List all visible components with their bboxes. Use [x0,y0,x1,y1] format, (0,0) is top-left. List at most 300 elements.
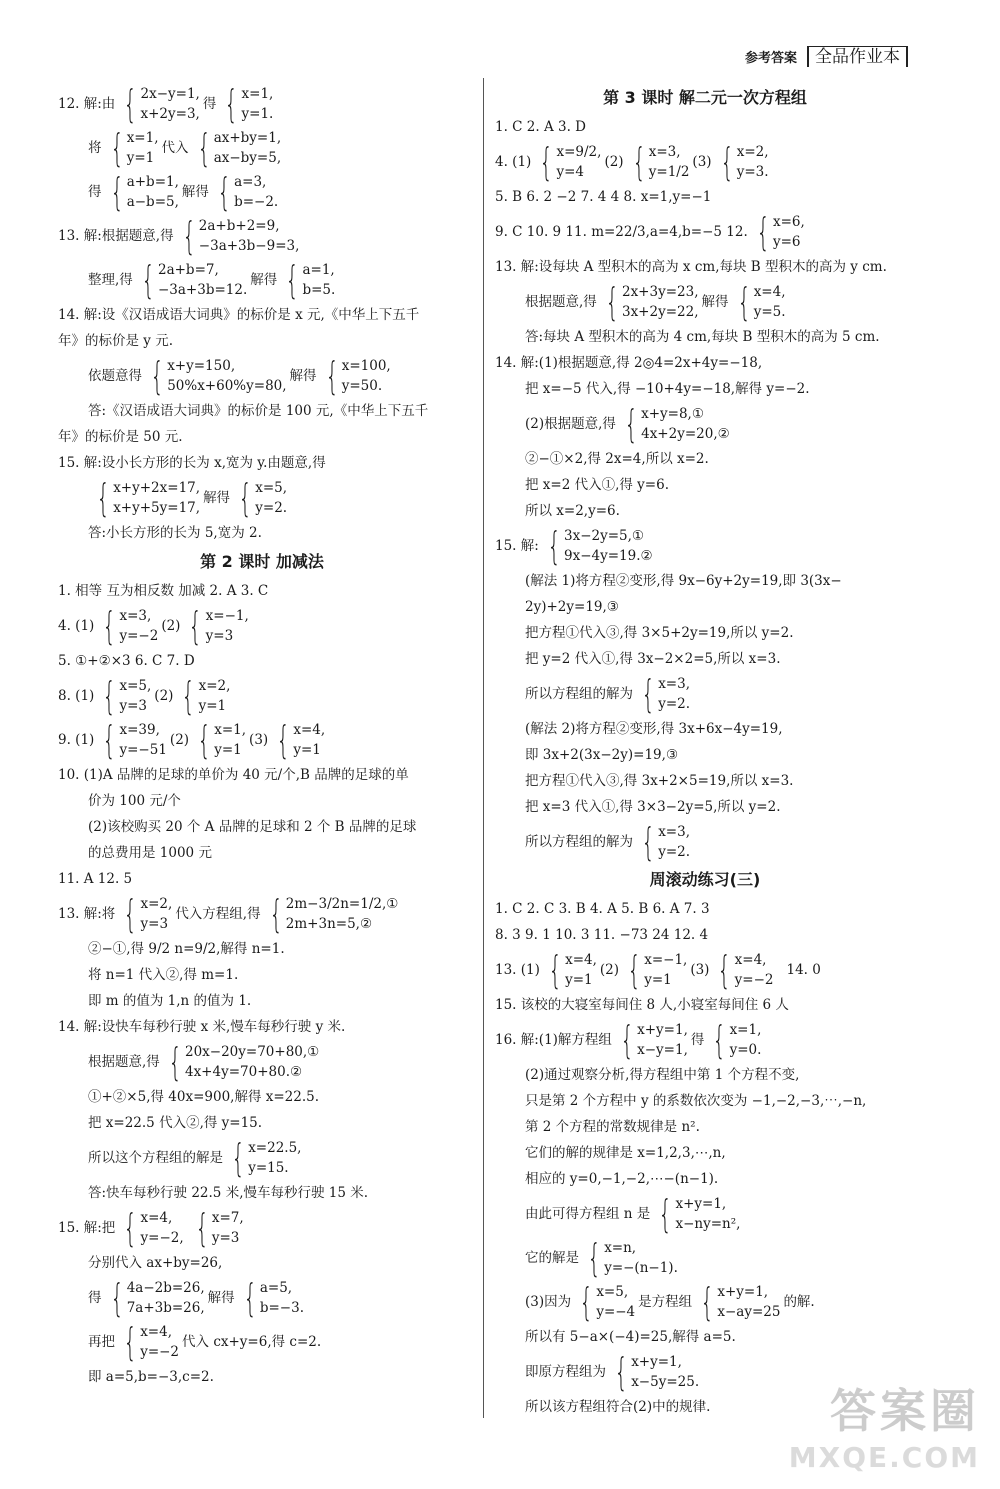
answer-text: 解得 [289,368,317,384]
answer-text: 年》的标价是 50 元. [58,429,183,445]
equation-row: x−y=1, [637,1042,688,1058]
answer-text: (3) [692,154,712,170]
answer-line [495,184,915,210]
equation-row: 4a−2b=26, [126,1280,205,1296]
answer-text: (2)该校购买 20 个 A 品牌的足球和 2 个 B 品牌的足球 [88,819,417,835]
answer-line [58,1110,466,1136]
answer-line [58,840,466,866]
equation-row: x=4, [734,952,767,968]
brace-symbol: { [324,354,339,398]
answer-text: 1. C 2. C 3. B 4. A 5. B 6. A 7. 3 [495,901,710,917]
equation-row: y=1/2 [648,164,690,180]
brace-symbol: { [188,604,203,648]
answer-text: 14. 解:设快车每秒行驶 x 米,慢车每秒行驶 y 米. [58,1019,346,1035]
answer-text: (3)因为 [525,1294,572,1310]
equation-row: a+b=1, [126,174,179,190]
brace-symbol: { [96,476,110,520]
brace-symbol: { [285,258,300,302]
brace-symbol: { [548,948,562,992]
answer-text: 把方程①代入③,得 3×5+2y=19,所以 y=2. [525,625,794,641]
equation-row: −3a+3b=12. [157,282,248,298]
answer-line [495,620,915,646]
equation-row: 2a+b=7, [157,262,219,278]
equation-row: y=−2 [119,628,159,644]
equation-row: y=1 [214,742,242,758]
equation-row: y=50. [341,378,383,394]
answer-line [58,578,466,604]
equation-row: y=1 [126,150,155,166]
equation-row: y=0. [729,1042,762,1058]
header-ref: 参考答案 [744,51,797,66]
answer-text: 价为 100 元/个 [88,793,181,809]
answer-text: 把 x=22.5 代入②,得 y=15. [88,1115,263,1131]
answer-line [495,1140,915,1166]
equation-system [543,950,597,990]
equation-system [707,1020,761,1060]
answer-line [58,1320,466,1364]
brace-symbol: { [700,1280,714,1324]
brace-symbol: { [123,1206,138,1250]
equation-row: y=6 [772,234,801,250]
equation-system [176,676,230,716]
answer-line [58,814,466,840]
equation-system [118,894,172,934]
answer-line [495,324,915,350]
equation-system [97,676,151,716]
equation-row: x+y=1, [717,1284,769,1300]
equation-row: a−b=5, [126,194,179,210]
answer-text: 得 [690,1032,705,1048]
brace-symbol: { [197,718,211,762]
brace-symbol: { [243,1276,257,1320]
answer-line [495,140,915,184]
answer-text: 5. ①+②×3 6. C 7. D [58,653,195,669]
equation-row: x=1, [126,130,159,146]
answer-line [495,376,915,402]
answer-text: 15. 解:把 [58,1220,116,1236]
equation-row: y=3. [736,164,769,180]
equation-system [238,1278,304,1318]
equation-row: x+y=1, [631,1354,682,1370]
equation-row: b=5. [302,282,336,298]
answer-text: 将 n=1 代入②,得 m=1. [88,967,239,983]
brace-symbol: { [614,1350,628,1394]
answer-line [495,1166,915,1192]
equation-row: x=5, [119,678,152,694]
equation-row: x=2, [140,896,173,912]
equation-system [751,212,805,252]
answer-text: 所以这个方程组的解是 [88,1150,223,1166]
equation-system [91,478,200,518]
brace-symbol: { [123,82,138,126]
equation-system [574,1282,635,1322]
answer-line [58,936,466,962]
answer-line [58,604,466,648]
equation-row: x=5, [255,480,288,496]
answer-text: (2) [599,962,620,978]
answer-text: 9. (1) [58,732,95,748]
brace-symbol: { [231,1136,245,1180]
equation-row: x=4, [753,284,786,300]
answer-text: 5. B 6. 2 −2 7. 4 4 8. x=1,y=−1 [495,189,712,205]
equation-row: y=3 [211,1230,240,1246]
answer-line [58,762,466,788]
answer-text: 相应的 y=0,−1,−2,⋯−(n−1). [525,1171,719,1187]
equation-row: y=5. [753,304,786,320]
answer-text: 12. 解:由 [58,96,116,112]
answer-line [58,82,466,126]
answer-line [58,1364,466,1390]
equation-system [183,606,248,646]
equation-row: x=4, [140,1324,172,1340]
equation-row: x+y+2x=17, [113,480,201,496]
brace-symbol: { [627,948,641,992]
brace-symbol: { [109,170,124,214]
answer-line [58,1014,466,1040]
equation-system [534,142,601,182]
brace-symbol: { [276,718,290,762]
equation-row: x=4, [565,952,597,968]
equation-row: x+y=1, [675,1196,727,1212]
brace-symbol: { [269,892,283,936]
answer-line [58,126,466,170]
equation-row: 2x+3y=23, [621,284,699,300]
equation-system [712,950,773,990]
section-title: 周滚动练习(三) [649,870,761,889]
equation-row: x=100, [341,358,391,374]
equation-row: x=−1, [205,608,249,624]
answer-text: (解法 1)将方程②变形,得 9x−6y+2y=19,即 3(3x− [525,573,842,589]
answer-text: 1. 相等 互为相反数 加减 2. A 3. C [58,583,269,599]
answer-text: 13. 解:设每块 A 型积木的高为 x cm,每块 B 型积木的高为 y cm. [495,259,887,275]
answer-text: 得 [88,184,102,200]
answer-text: (2) [154,688,174,704]
answer-text: 解得 [203,490,231,506]
equation-row: 2m+3n=5,② [285,916,373,932]
equation-row: 50%x+60%y=80, [167,378,287,394]
answer-text: 8. 3 9. 1 10. 3 11. −73 24 12. 4 [495,927,709,943]
equation-row: x=7, [211,1210,244,1226]
equation-system [600,282,699,322]
equation-system [219,84,273,124]
equation-row: 2x−y=1, [140,86,200,102]
equation-system [695,1282,780,1322]
answer-line [495,992,915,1018]
equation-row: 4x+4y=70+80.② [184,1064,303,1080]
watermark-text: 答案圈 [830,1384,980,1438]
equation-row: x=5, [596,1284,629,1300]
answer-text: 代入方程组,得 [175,906,261,922]
answer-line [58,674,466,718]
equation-row: x=22.5, [248,1140,302,1156]
equation-row: b=−2. [234,194,279,210]
answer-text: 即 m 的值为 1,n 的值为 1. [88,993,252,1009]
equation-row: x+y=8,① [641,406,704,422]
answer-text: 整理,得 [88,272,133,288]
answer-line [495,896,915,922]
equation-row: 20x−20y=70+80,① [184,1044,320,1060]
equation-row: y=4 [556,164,585,180]
equation-row: x+y=1, [637,1022,688,1038]
equation-row: x=1, [729,1022,762,1038]
answer-line [495,210,915,254]
answer-text: 将 [88,140,102,156]
brace-symbol: { [641,820,655,864]
section-title: 第 2 课时 加减法 [200,552,324,571]
equation-row: y=2. [255,500,288,516]
answer-line [495,1236,915,1280]
equation-row: x=3, [648,144,681,160]
equation-row: a=5, [259,1280,293,1296]
answer-text: 即原方程组为 [525,1364,606,1380]
equation-row: y=2. [658,844,691,860]
answer-text: 把方程①代入③,得 3x+2×5=19,所以 x=3. [525,773,794,789]
answer-text: 9. C 10. 9 11. m=22/3,a=4,b=−5 12. [495,224,748,240]
equation-row: y=−2 [734,972,774,988]
equation-row: x=4, [140,1210,173,1226]
answer-text: 代入 [161,140,189,156]
answer-line [58,424,466,450]
equation-system [192,128,282,168]
brace-symbol: { [109,126,124,170]
answer-line [495,1324,915,1350]
equation-system [136,260,247,300]
brace-symbol: { [547,524,561,568]
answer-text: ①+②×5,得 40x=900,解得 x=22.5. [88,1089,320,1105]
equation-system [177,216,300,256]
answer-text: 分别代入 ax+by=26, [88,1255,223,1271]
brace-symbol: { [658,1192,673,1236]
equation-system [97,606,158,646]
answer-text: (解法 2)将方程②变形,得 3x+6x−4y=19, [525,721,783,737]
answer-text: 第 2 个方程的常数规律是 n². [525,1119,700,1135]
equation-system [653,1194,740,1234]
answer-line [495,1192,915,1236]
answer-line [58,718,466,762]
answer-line [495,280,915,324]
answer-line [495,254,915,280]
answer-line [58,450,466,476]
equation-row: x=2, [198,678,231,694]
equation-row: y=−2 [140,1344,180,1360]
equation-system [271,720,325,760]
equation-row: a=3, [234,174,267,190]
answer-line [495,948,915,992]
answer-text: 的总费用是 1000 元 [88,845,212,861]
answer-text: 所以该方程组符合(2)中的规律. [525,1399,711,1415]
equation-row: y=1 [565,972,593,988]
answer-text: 解得 [701,294,729,310]
brace-symbol: { [123,892,138,936]
brace-symbol: { [712,1018,727,1062]
answer-line [58,1180,466,1206]
answer-text: 13. 解:根据题意,得 [58,228,174,244]
brace-symbol: { [102,674,117,718]
brace-symbol: { [182,214,196,258]
brace-symbol: { [123,1320,137,1364]
answer-text: (3) [249,732,269,748]
answer-line [495,446,915,472]
answer-text: 4. (1) [495,154,532,170]
answer-text: 它们的解的规律是 x=1,2,3,⋯,n, [525,1145,726,1161]
equation-system [118,1208,183,1248]
equation-row: 3x+2y=22, [621,304,699,320]
answer-text: ②−①,得 9/2 n=9/2,解得 n=1. [88,941,285,957]
answer-line [58,892,466,936]
answer-line [58,170,466,214]
equation-row: x=6, [772,214,805,230]
equation-system [715,142,769,182]
brace-symbol: { [150,354,164,398]
equation-row: x−5y=25. [631,1374,700,1390]
brace-symbol: { [217,170,231,214]
equation-system [233,478,287,518]
answer-text: 依题意得 [88,368,142,384]
answer-line [495,114,915,140]
brace-symbol: { [195,1206,209,1250]
answer-text: 得 [202,96,217,112]
answer-text: 把 x=3 代入①,得 3×3−2y=5,所以 y=2. [525,799,781,815]
answer-line [495,672,915,716]
answer-line [495,742,915,768]
equation-system [118,1322,179,1362]
brace-symbol: { [109,1276,124,1320]
answer-line [495,568,915,594]
equation-system [636,674,690,714]
answer-text: (2)通过观察分析,得方程组中第 1 个方程不变, [525,1067,800,1083]
equation-row: y=3 [119,698,148,714]
equation-row: y=1 [644,972,672,988]
answer-line [495,1280,915,1324]
answer-line [495,402,915,446]
brace-symbol: { [168,1040,182,1084]
equation-row: a=1, [302,262,335,278]
answer-line [58,648,466,674]
answer-line [495,472,915,498]
equation-system [105,128,159,168]
equation-row: x−ny=n², [675,1216,741,1232]
brace-symbol: { [102,718,117,762]
equation-row: y=−4 [596,1304,636,1320]
answer-line [58,988,466,1014]
brace-symbol: { [579,1280,593,1324]
equation-row: x=39, [119,722,160,738]
answer-text: 所以有 5−a×(−4)=25,解得 a=5. [525,1329,736,1345]
answer-line [58,1084,466,1110]
answer-text: 15. 解:设小长方形的长为 x,宽为 y.由题意,得 [58,455,326,471]
answer-text: 15. 解: [495,538,539,554]
equation-system [615,1020,688,1060]
brace-symbol: { [196,126,211,170]
answer-line [495,794,915,820]
answer-text: 得 [88,1290,102,1306]
answer-line [495,1088,915,1114]
equation-row: y=1. [241,106,274,122]
answer-text: 解得 [181,184,209,200]
brace-symbol: { [224,82,239,126]
answer-text: (2) [604,154,624,170]
answer-text: 15. 该校的大寝室每间住 8 人,小寝室每间住 6 人 [495,997,789,1013]
equation-system [582,1238,678,1278]
equation-system [163,1042,319,1082]
equation-row: y=1 [198,698,227,714]
brace-symbol: { [756,210,770,254]
equation-row: x=n, [604,1240,637,1256]
answer-text: 10. (1)A 品牌的足球的单价为 40 元/个,B 品牌的足球的单 [58,767,409,783]
watermark [789,1375,980,1474]
brace-symbol: { [719,140,734,184]
equation-row: x+y+5y=17, [113,500,201,516]
answer-text: 答:小长方形的长为 5,宽为 2. [88,525,262,541]
answer-text: 14. 解:设《汉语成语大词典》的标价是 x 元,《中华上下五千 [58,307,420,323]
answer-line [58,962,466,988]
answer-text: (2) [169,732,190,748]
equation-row: y=15. [248,1160,289,1176]
answer-text: 8. (1) [58,688,95,704]
equation-system [226,1138,301,1178]
brace-symbol: { [620,1018,634,1062]
equation-row: y=3 [205,628,234,644]
equation-row: x+y=150, [167,358,236,374]
watermark-url: MXQE.COM [788,1441,980,1474]
equation-row: x=−1, [644,952,688,968]
answer-line [495,820,915,864]
equation-system [145,356,287,396]
brace-symbol: { [587,1236,601,1280]
equation-row: x=2, [736,144,769,160]
answer-line [495,350,915,376]
answer-line [58,476,466,520]
answer-text: (2) [161,618,181,634]
brace-symbol: { [641,672,655,716]
equation-system [280,260,335,300]
answer-text: 代入 cx+y=6,得 c=2. [182,1334,322,1350]
brace-symbol: { [632,140,646,184]
answer-line [58,1040,466,1084]
answer-line [58,866,466,892]
answer-text: 解得 [207,1290,235,1306]
equation-system [105,1278,205,1318]
answer-text: 把 x=2 代入①,得 y=6. [525,477,669,493]
equation-row: y=−2, [140,1230,184,1246]
answer-text: (2)根据题意,得 [525,416,616,432]
equation-row: x−ay=25 [717,1304,781,1320]
equation-system [264,894,399,934]
equation-row: x=1, [241,86,274,102]
section-title: 第 3 课时 解二元一次方程组 [603,88,807,107]
answer-text: 16. 解:(1)解方程组 [495,1032,612,1048]
equation-row: x=9/2, [556,144,602,160]
answer-line [495,768,915,794]
equation-row: 9x−4y=19.② [564,548,653,564]
equation-system [105,172,179,212]
equation-row: y=2. [658,696,691,712]
answer-text: 只是第 2 个方程中 y 的系数依次变为 −1,−2,−3,⋯,−n, [525,1093,867,1109]
answer-text: 1. C 2. A 3. D [495,119,586,135]
equation-row: x=3, [658,824,690,840]
equation-row: 2m−3/2n=1/2,① [285,896,399,912]
answer-text: 由此可得方程组 n 是 [525,1206,651,1222]
answer-text: 答:《汉语成语大词典》的标价是 100 元,《中华上下五千 [88,403,429,419]
answer-text: 把 y=2 代入①,得 3x−2×2=5,所以 x=3. [525,651,781,667]
equation-system [542,526,653,566]
answer-text: 再把 [88,1334,115,1350]
answer-line [58,1250,466,1276]
answer-line [495,594,915,620]
equation-row: x=3, [119,608,152,624]
answer-line [58,354,466,398]
equation-system [609,1352,699,1392]
